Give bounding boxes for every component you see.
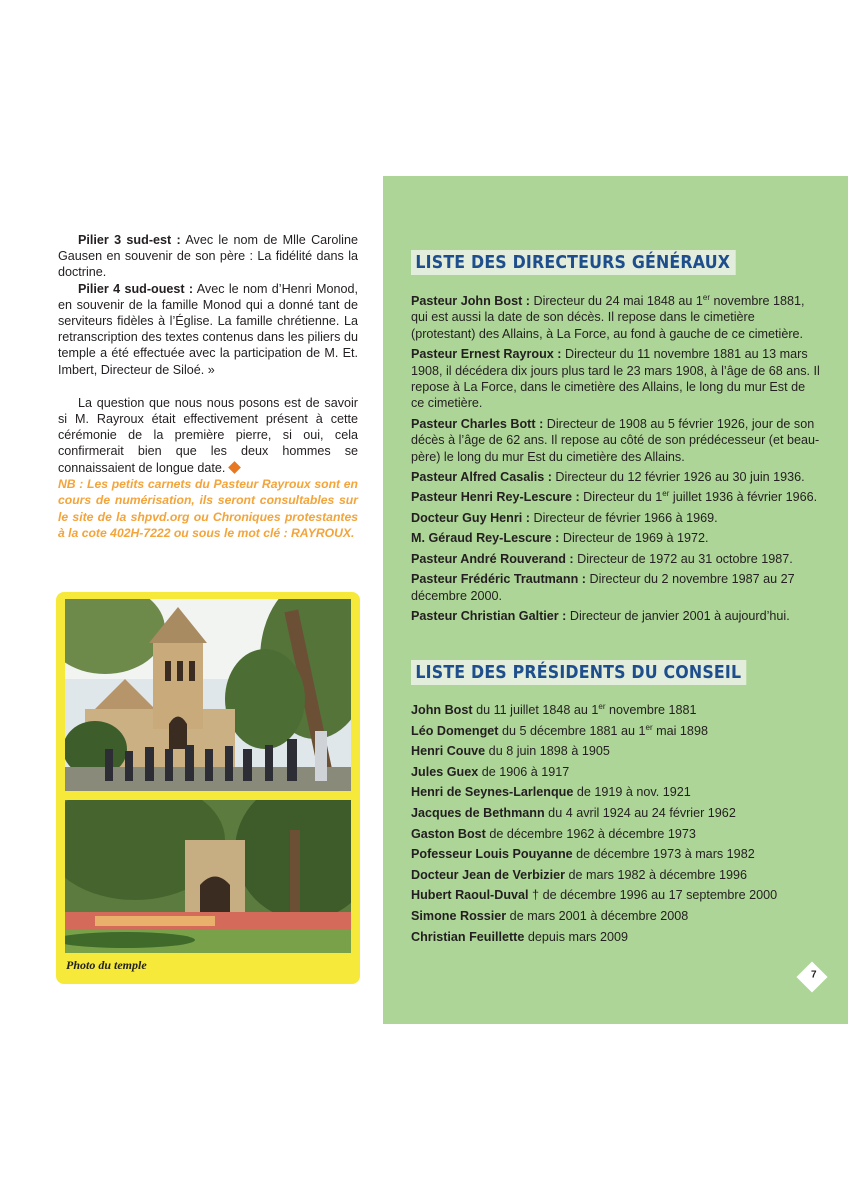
entry-text: du 8 juin 1898 à 1905 [485,744,610,759]
entry-text-cont: juillet 1936 à février 1966. [669,490,818,505]
pillar-4-paragraph [58,281,358,378]
president-entry [411,784,821,800]
entry-name: Pasteur Charles Bott : [411,416,544,431]
pillar-3-text: Avec le nom de Mlle Caroline Gausen en souvenir de son père : La fidélité dans la doctrine. [58,233,358,280]
entry-name: Christian Feuillette [411,929,525,944]
president-entry [411,702,821,718]
presidents-heading: LISTE DES PRÉSIDENTS DU CONSEIL [411,660,747,685]
director-entry [411,510,821,526]
pillar-4-text: Avec le nom d’Henri Monod, en souvenir de la famille Monod qui a donné tant de serviteurs fidèles à l’Église. La famille chrétienne. La retranscription des textes contenus dans les piliers du temple a été effectuée avec la participation de M. Et. Imbert, Directeur de Siloé. » [58,281,358,377]
question-text: La question que nous nous posons est de savoir si M. Rayroux était effectivement présent à cette cérémonie de la première pierre, si oui, cela confirmerait bien que les deux hommes se connaissaient de longue date. [58,395,358,475]
entry-name: Henri de Seynes-Larlenque [411,785,574,800]
temple-photo-front [65,599,351,791]
president-entry [411,929,821,945]
director-entry [411,551,821,567]
entry-text: Directeur de janvier 2001 à aujourd’hui. [566,608,790,623]
lists-panel [383,176,848,1024]
entry-text: Directeur du 12 février 1926 au 30 juin 1936. [551,470,805,485]
entry-name: Jacques de Bethmann [411,805,545,820]
entry-name: Docteur Guy Henri : [411,510,530,525]
directors-heading: LISTE DES DIRECTEURS GÉNÉRAUX [411,250,735,275]
entry-text: du 11 juillet 1848 au 1 [472,703,599,717]
entry-name: Léo Domenget [411,723,499,738]
entry-name: M. Géraud Rey-Lescure : [411,531,560,546]
director-entry [411,489,821,505]
entry-text: Directeur de 1972 au 31 octobre 1987. [573,551,793,566]
directors-list [411,293,821,628]
diamond-end-mark-icon [228,461,241,474]
entry-superscript: er [662,489,670,499]
entry-text: de mars 1982 à décembre 1996 [564,867,748,882]
president-entry [411,743,821,759]
entry-name: Pasteur Ernest Rayroux : [411,347,562,362]
entry-text: de 1919 à nov. 1921 [573,785,691,800]
entry-text: Directeur du 2 novembre 1987 au 27 décembre 2000. [411,572,795,603]
president-entry [411,887,821,903]
pillar-3-paragraph [58,232,358,281]
entry-name: Pasteur Christian Galtier : [411,608,567,623]
entry-text: Directeur de 1969 à 1972. [559,531,709,546]
entry-name: Pasteur Frédéric Trautmann : [411,572,586,587]
entry-name: John Bost [411,703,473,717]
page-number-badge [796,961,827,992]
entry-text: Directeur de 1908 au 5 février 1926, jour de son décès à l’âge de 62 ans. Il repose au côté de son prédécesseur (et beau-père) le long du mur Est du cimetière des Allains. [411,416,820,464]
president-entry [411,826,821,842]
entry-superscript: er [702,293,711,302]
photo-caption: Photo du temple [66,958,147,972]
entry-text: de mars 2001 à décembre 2008 [506,908,689,923]
entry-text-cont: mai 1898 [652,723,708,738]
president-entry [411,764,821,780]
entry-name: Pofesseur Louis Pouyanne [411,847,573,862]
entry-name: Jules Guex [411,764,479,779]
entry-text: du 5 décembre 1881 au 1 [498,723,646,738]
page-number: 7 [810,969,817,981]
entry-superscript: er [598,702,606,711]
president-entry [411,846,821,862]
entry-text: Directeur du 11 novembre 1881 au 13 mars 1908, il décédera dix jours plus tard le 23 mars 1908, à l’âge de 68 ans. Il repose à La Force, dans le cimetière des Allains, le long du mur Est de ce cimetière. [411,347,820,411]
temple-photo-garden [65,800,351,953]
president-entry [411,723,821,739]
director-entry [411,608,821,624]
president-entry [411,908,821,924]
president-entry [411,867,821,883]
entry-text: Directeur du 24 mai 1848 au 1 [529,294,703,308]
photo-frame [56,592,360,984]
entry-text-cont: novembre 1881 [605,703,697,717]
entry-name: Henri Couve [411,744,486,759]
question-paragraph [58,395,358,476]
nb-note: NB : Les petits carnets du Pasteur Rayroux sont en cours de numérisation, ils seront consultables sur le site de la shpvd.org ou Chroniques protestantes à la cote 402H-7222 ou sous le mot clé : RAYROUX. [58,476,358,541]
presidents-list [411,702,821,949]
director-entry [411,530,821,546]
entry-text: de décembre 1962 à décembre 1973 [485,826,696,841]
entry-name: Hubert Raoul-Duval [411,888,529,903]
entry-name: Pasteur John Bost : [411,294,530,308]
entry-text-cont: novembre 1881, qui est aussi la date de son décès. Il repose dans le cimetière (protestant) des Allains, à La Force, au fond à gauche de ce cimetière. [411,294,805,341]
entry-name: Pasteur André Rouverand : [411,551,574,566]
pillar-4-label: Pilier 4 sud-ouest : [78,281,194,296]
entry-superscript: er [645,722,653,732]
president-entry [411,805,821,821]
entry-text: Directeur de février 1966 à 1969. [529,510,718,525]
entry-text: depuis mars 2009 [524,929,628,944]
left-text-column [58,232,358,541]
director-entry [411,571,821,604]
director-entry [411,346,821,412]
entry-text: de décembre 1973 à mars 1982 [572,847,755,862]
pillar-3-label: Pilier 3 sud-est : [78,233,181,247]
entry-name: Gaston Bost [411,826,486,841]
entry-name: Pasteur Henri Rey-Lescure : [411,490,580,505]
entry-name: Docteur Jean de Verbizier [411,867,565,882]
entry-text: Directeur du 1 [579,490,663,505]
entry-text: du 4 avril 1924 au 24 février 1962 [544,805,736,820]
entry-name: Pasteur Alfred Casalis : [411,470,552,485]
entry-text: de 1906 à 1917 [478,764,570,779]
director-entry [411,469,821,485]
entry-text: † de décembre 1996 au 17 septembre 2000 [528,888,778,903]
director-entry [411,293,821,342]
entry-name: Simone Rossier [411,908,507,923]
director-entry [411,416,821,465]
